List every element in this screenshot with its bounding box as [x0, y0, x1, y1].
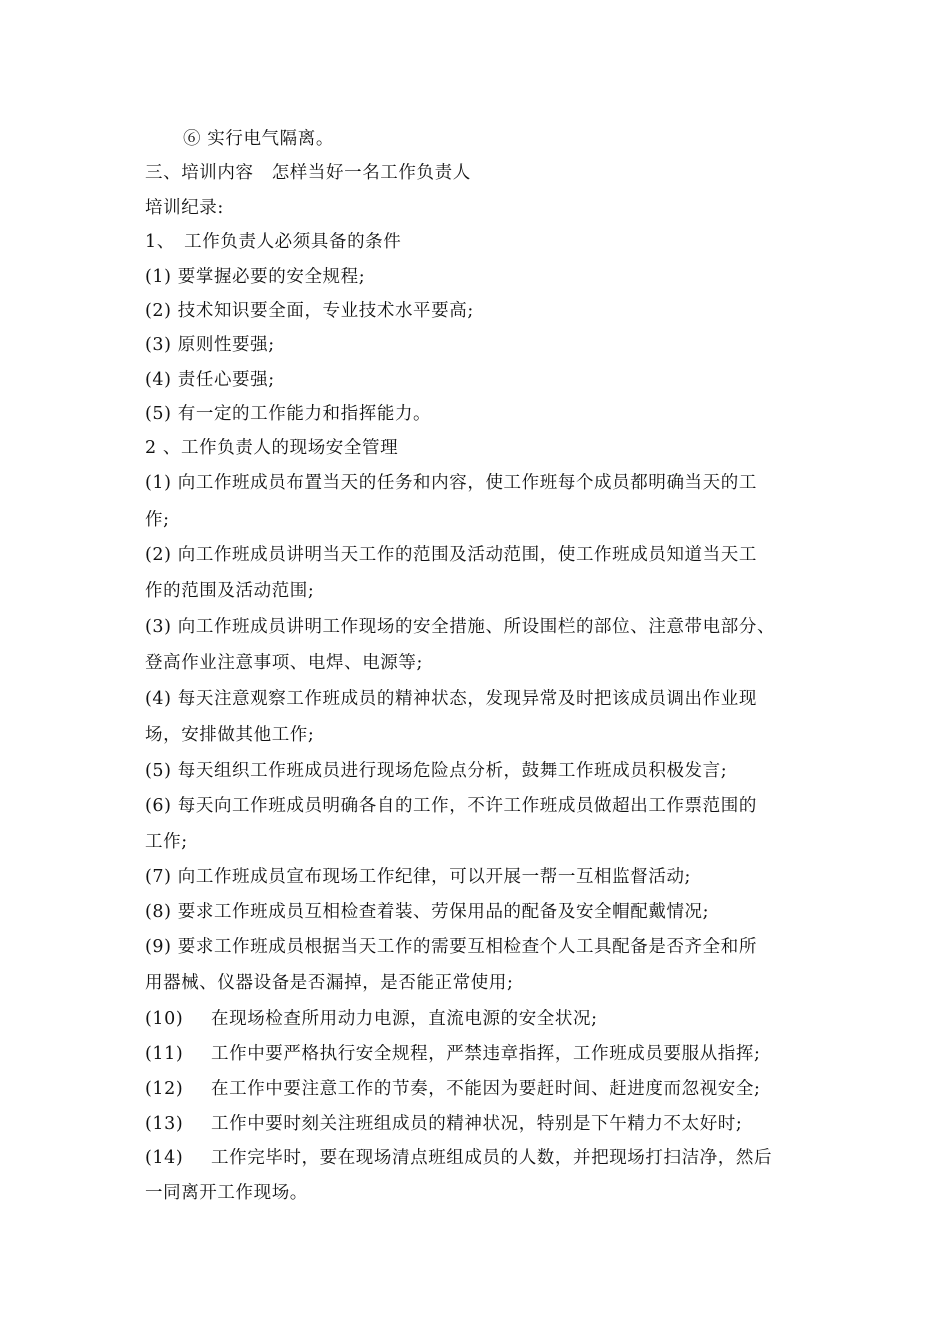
- list-item-continuation: 登高作业注意事项、电焊、电源等;: [145, 653, 423, 673]
- list-item-number: (10): [145, 1009, 184, 1029]
- list-item: (2) 技术知识要全面，专业技术水平要高;: [145, 301, 474, 321]
- list-item-continuation: 工作;: [145, 832, 188, 852]
- list-item-text: 工作中要时刻关注班组成员的精神状况，特别是下午精力不太好时;: [211, 1114, 743, 1134]
- list-item: (8) 要求工作班成员互相检查着装、劳保用品的配备及安全帽配戴情况;: [145, 902, 710, 922]
- list-item-text: 在工作中要注意工作的节奏，不能因为要赶时间、赶进度而忽视安全;: [211, 1079, 761, 1099]
- list-item-continuation: 一同离开工作现场。: [145, 1183, 308, 1203]
- list-item-number: (11): [145, 1044, 184, 1064]
- list-item-text: 工作中要严格执行安全规程，严禁违章指挥，工作班成员要服从指挥;: [211, 1044, 761, 1064]
- subsection-2-heading: 2 、工作负责人的现场安全管理: [145, 438, 399, 458]
- list-item: (1) 向工作班成员布置当天的任务和内容，使工作班每个成员都明确当天的工: [145, 473, 757, 493]
- list-item: (5) 每天组织工作班成员进行现场危险点分析，鼓舞工作班成员积极发言;: [145, 761, 728, 781]
- subsection-1-heading: 1、 工作负责人必须具备的条件: [145, 232, 402, 252]
- list-item: (4) 责任心要强;: [145, 370, 275, 390]
- list-item: [145, 1112, 742, 1136]
- list-item: [145, 1042, 761, 1066]
- list-item: (3) 原则性要强;: [145, 335, 275, 355]
- list-item-number: (13): [145, 1114, 184, 1134]
- list-item-text: 工作完毕时，要在现场清点班组成员的人数，并把现场打扫洁净，然后: [211, 1148, 773, 1168]
- training-record-label: 培训纪录:: [145, 198, 224, 218]
- list-item: (4) 每天注意观察工作班成员的精神状态，发现异常及时把该成员调出作业现: [145, 689, 757, 709]
- list-item: (1) 要掌握必要的安全规程;: [145, 267, 366, 287]
- list-item: [145, 1007, 598, 1031]
- list-item: (3) 向工作班成员讲明工作现场的安全措施、所设围栏的部位、注意带电部分、: [145, 617, 776, 637]
- list-item: [145, 1146, 772, 1170]
- list-item: (9) 要求工作班成员根据当天工作的需要互相检查个人工具配备是否齐全和所: [145, 937, 757, 957]
- list-item-continuation: 用器械、仪器设备是否漏掉，是否能正常使用;: [145, 973, 514, 993]
- list-item-continuation: 场，安排做其他工作;: [145, 725, 315, 745]
- list-item: (7) 向工作班成员宣布现场工作纪律，可以开展一帮一互相监督活动;: [145, 867, 692, 887]
- list-item: (6) 每天向工作班成员明确各自的工作，不许工作班成员做超出工作票范围的: [145, 796, 757, 816]
- list-item-continuation: 作的范围及活动范围;: [145, 581, 315, 601]
- list-item: (5) 有一定的工作能力和指挥能力。: [145, 404, 432, 424]
- item-electrical-isolation: ⑥ 实行电气隔离。: [183, 129, 334, 149]
- section-heading-training-content: 三、培训内容 怎样当好一名工作负责人: [145, 163, 471, 183]
- list-item-number: (14): [145, 1148, 184, 1168]
- list-item-number: (12): [145, 1079, 184, 1099]
- list-item-text: 在现场检查所用动力电源，直流电源的安全状况;: [211, 1009, 598, 1029]
- list-item: (2) 向工作班成员讲明当天工作的范围及活动范围，使工作班成员知道当天工: [145, 545, 757, 565]
- list-item-continuation: 作;: [145, 510, 170, 530]
- list-item: [145, 1077, 761, 1101]
